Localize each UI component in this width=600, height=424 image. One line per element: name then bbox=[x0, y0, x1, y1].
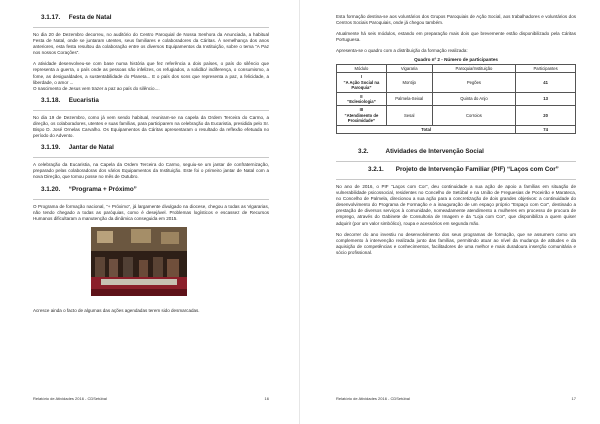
module-number: II bbox=[360, 93, 363, 99]
divider bbox=[336, 161, 576, 162]
table-cell-module bbox=[337, 73, 387, 92]
table-header: Participantes bbox=[516, 64, 576, 72]
page-16-content bbox=[33, 14, 269, 319]
module-name: “Eclesiologia” bbox=[347, 98, 376, 104]
table-cell-module bbox=[337, 92, 387, 106]
page-17 bbox=[300, 0, 600, 424]
section-title: Jantar de Natal bbox=[68, 144, 114, 152]
module-name: “A Ação Social na Paroquia” bbox=[343, 79, 380, 91]
table-cell: 20 bbox=[516, 106, 576, 125]
section-number: 3.2. bbox=[358, 147, 369, 155]
paragraph: No ano de 2016, o PIF “Laços com Cor”, deu continuidade a sua ação de apoio a famílias em situação de vulnerabilidade psicossocial, residentes no Concelho de Setúbal e na União de Freguesias de Poceirão e Marateca, no Concelho de Palmela, direcionou a sua ação para a concretização de dois grandes objetivos: a continuidade do desenvolvimento do Programa de Formação e a inauguração de um espaço próprio “Espaço com Cor”, destinado a prestação de diversos serviços à comunidade, nomeadamente atendimento a mulheres em processo de procura de emprego, através do Gabinete de Consultoria de Imagem e da “Loja com Cor”, que disponibiliza a quem quiser adquirir (por um valor simbólico), roupa e acessórios em segunda mão. bbox=[336, 183, 576, 226]
table-row bbox=[337, 92, 576, 106]
section-heading-festa-de-natal bbox=[33, 14, 269, 21]
table-cell: Corroios bbox=[432, 106, 516, 125]
table-header: Vigararia bbox=[386, 64, 432, 72]
divider bbox=[33, 199, 269, 200]
section-heading-eucaristia bbox=[33, 97, 269, 104]
module-number: I bbox=[360, 74, 362, 80]
table-cell-module bbox=[337, 106, 387, 125]
section-title: “Programa + Próximo” bbox=[68, 185, 137, 193]
page-footer bbox=[33, 396, 269, 401]
section-number: 3.1.18. bbox=[41, 96, 61, 104]
divider bbox=[33, 27, 269, 28]
paragraph: Atualmente há seis módulos, estando em preparação mais dois que brevemente estão disponibilizado pela Cáritas Portuguesa. bbox=[336, 31, 576, 43]
table-header-row bbox=[337, 64, 576, 72]
paragraph: No decorrer do ano investiu no desenvolvimento dos seus programas de formação, que se assumem como um complemento à intervenção realizada junto das famílias, permitindo atuar ao nível da mudança de atitudes e da aquisição de competências e conhecimentos, facilitadores de uma melhor e mais duradoura inserção comunitária e sócio profissional. bbox=[336, 231, 576, 255]
section-number: 3.1.17. bbox=[41, 14, 61, 21]
footer-report-title: Relatório de Atividades 2016 - CDSetúbal bbox=[33, 396, 107, 401]
section-title: Projeto de Intervenção Familiar (PIF) “Laços com Cor” bbox=[395, 165, 559, 173]
paragraph: No dia 20 de Dezembro decorreu, no auditório do Centro Paroquial de Nossa Senhora da Anunciada, a habitual Festa de Natal, onde se juntaram utentes, seus familiares e colaboradores da Cáritas. À semelhança dos anos anteriores, esta festa resultou da colaboração entre os diversos Equipamentos da Instituição, sobre o tema “A Paz nos nossos Corações”. bbox=[33, 32, 269, 56]
table-row bbox=[337, 106, 576, 125]
participants-table bbox=[336, 56, 576, 133]
table-cell: Quinta do Anjo bbox=[432, 92, 516, 106]
event-photo-image bbox=[91, 227, 187, 296]
table-row bbox=[337, 73, 576, 92]
table-cell: Palmela-Seixal bbox=[386, 92, 432, 106]
section-title: Eucaristia bbox=[68, 96, 99, 104]
page-number: 17 bbox=[571, 396, 576, 401]
section-title: Festa de Natal bbox=[68, 14, 112, 21]
footer-report-title: Relatório de Atividades 2016 - CDSetúbal bbox=[336, 396, 410, 401]
section-heading-programa-mais-proximo bbox=[33, 186, 269, 193]
paragraph: O nascimento de Jesus vem trazer a paz ao país do silêncio.... bbox=[33, 85, 160, 91]
page-17-content bbox=[336, 14, 576, 261]
module-number: III bbox=[359, 107, 364, 113]
page-footer bbox=[336, 396, 576, 401]
table-total-label: Total bbox=[337, 125, 516, 133]
section-heading-intervencao-social bbox=[336, 148, 576, 155]
event-photo bbox=[91, 227, 187, 296]
table-cell: Montijo bbox=[386, 73, 432, 92]
table-cell: 13 bbox=[516, 92, 576, 106]
module-name: “Atendimento de Proximidade” bbox=[344, 112, 379, 124]
table-total-row bbox=[337, 125, 576, 133]
table-cell: Pegões bbox=[432, 73, 516, 92]
paragraph: Esta formação destina-se aos voluntários dos Grupos Paroquiais de Ação Social, aos trabalhadores e voluntários dos Centros Sociais Paroquiais, onde já chegou também. bbox=[336, 14, 576, 26]
divider bbox=[33, 157, 269, 158]
page-number: 16 bbox=[264, 396, 269, 401]
section-number: 3.2.1. bbox=[368, 165, 384, 173]
paragraph: No dia 19 de Dezembro, como já vem sendo habitual, reuniram-se na capela da Ordem Terceira do Carmo, a direção, os colaboradores, utentes e suas famílias, para participarem na celebração da Eucaristia, presidida pelo Sr. Bispo D. José Ornelas Carvalho. Os Equipamentos da Cáritas apresentaram o resultado da reflexão efetuada no período do Advento. bbox=[33, 114, 269, 139]
table-cell: Sesal bbox=[386, 106, 432, 125]
table-header: Paroquia/Instituição bbox=[432, 64, 516, 72]
divider bbox=[33, 110, 269, 111]
section-heading-jantar-de-natal bbox=[33, 144, 269, 151]
section-number: 3.1.19. bbox=[41, 144, 61, 152]
table-total-value: 74 bbox=[516, 125, 576, 133]
section-number: 3.1.20. bbox=[41, 185, 61, 193]
table-caption: Quadro nº 2 - Número de participantes bbox=[414, 57, 498, 63]
paragraph: Acresce ainda o facto de algumas das ações agendadas terem sido desmarcadas. bbox=[33, 307, 200, 313]
paragraph: O Programa de formação nacional, “+ Próximo”, já largamente divulgado na diocese, chegou a todas as Vigararias, não tendo chegado a todas as paróquias, como é desejável. Problemas logísticos e escassez de Recursos Humanos dificultaram a manutenção da dinâmica conseguida em 2015. bbox=[33, 203, 269, 221]
paragraph: Apresenta-se o quadro com a distribuição da formação realizada: bbox=[336, 48, 468, 54]
section-heading-pif bbox=[336, 166, 576, 173]
table-header: Módulo bbox=[337, 64, 387, 72]
paragraph: A atividade desenvolveu-se com base numa história que fez referência a dois países, o país do silêncio que representa a guerra, o país onde as pessoas são infelizes, os refugiados, a solidão/ indiferença, o consumismo, a fome, as desigualdades, a sustentabilidade do Planeta... E o país dos sons que representa a paz, a felicidade, a liberdade, o amor ... bbox=[33, 61, 269, 85]
table-cell: 41 bbox=[516, 73, 576, 92]
divider bbox=[336, 179, 576, 180]
section-title: Atividades de Intervenção Social bbox=[385, 147, 484, 155]
paragraph: A celebração da Eucaristia, na Capela da Ordem Terceira do Carmo, seguiu-se um jantar de confraternização, preparado pelas colaboradoras dos vários Equipamentos da Instituição. Este foi o primeiro jantar de Natal com a nova Direção, que tomou posse no mês de Outubro. bbox=[33, 162, 269, 180]
